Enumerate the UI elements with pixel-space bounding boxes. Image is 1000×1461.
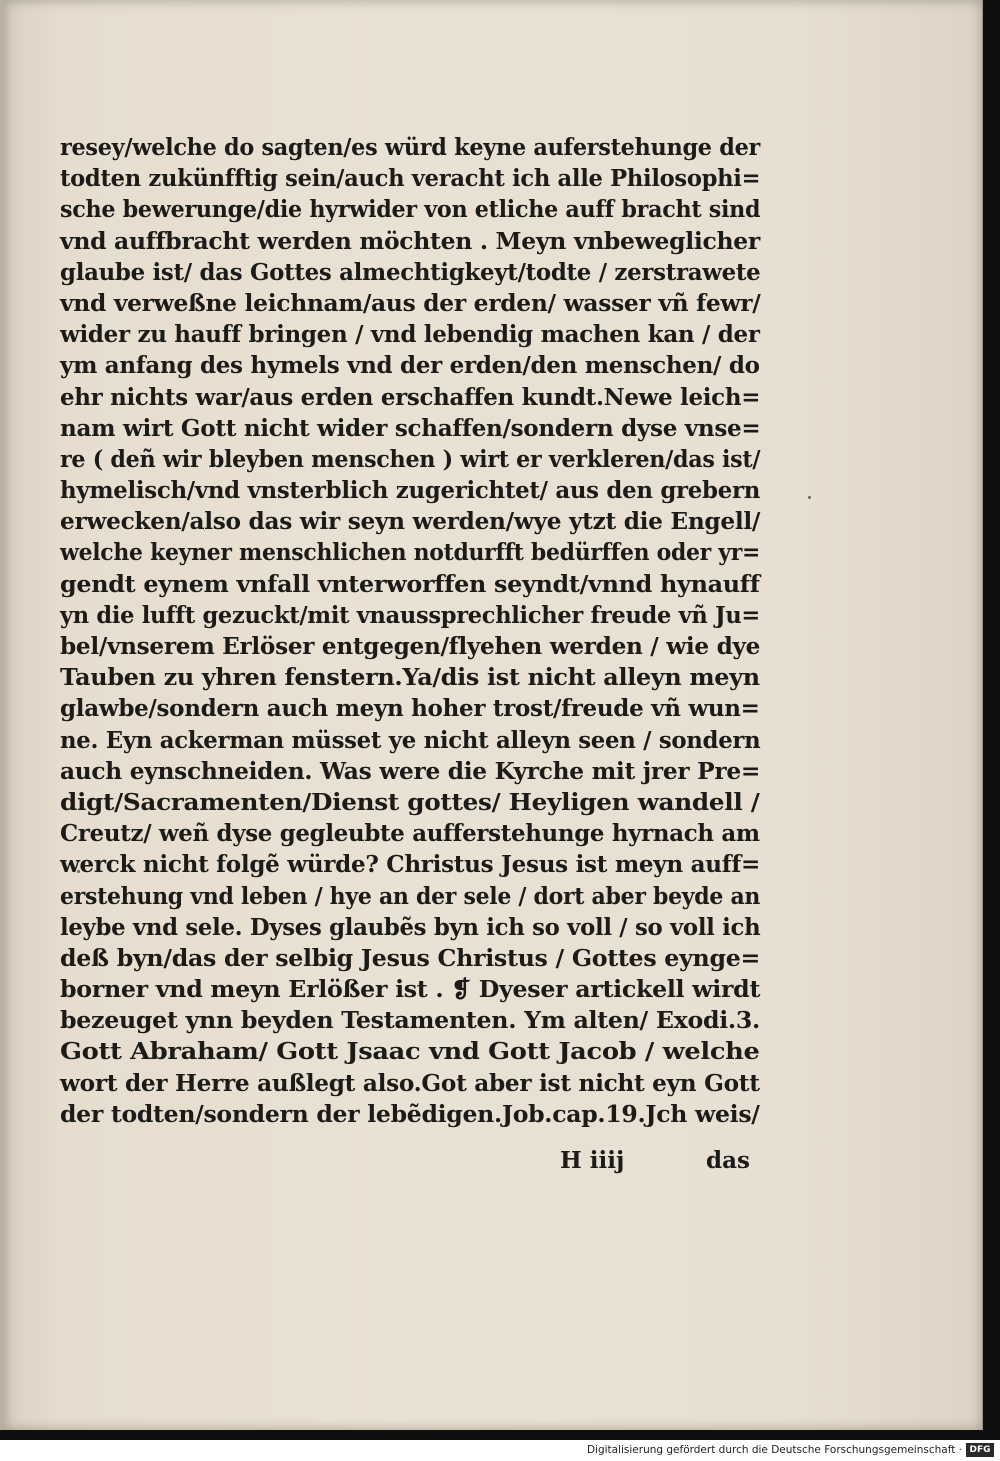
text-line: wort der Herre außlegt also.Got aber ist nicht eyn Gott [60,1069,760,1097]
text-line: ehr nichts war/aus erden erschaffen kundt.Newe leich= [60,383,761,411]
text-line: sche bewerunge/die hyrwider von etliche auff bracht sind [60,196,761,224]
text-line: der todten/sondern der lebẽdigen.Job.cap.19.Jch weis/ [60,1100,760,1128]
text-line: nam wirt Gott nicht wider schaffen/sondern dyse vnse= [60,414,761,442]
text-line: welche keyner menschlichen notdurfft bedürffen oder yr= [60,539,761,567]
signature-mark: H iiij [560,1147,625,1174]
text-line: leybe vnd sele. Dyses glaubẽs byn ich so voll / so voll ich [60,913,761,941]
text-line: ne. Eyn ackerman müsset ye nicht alleyn seen / sondern [60,726,761,754]
funding-notice: Digitalisierung gefördert durch die Deutsche Forschungsgemeinschaft · [586,1444,962,1456]
text-line: wider zu hauff bringen / vnd lebendig machen kan / der [60,321,760,349]
text-line: erwecken/also das wir seyn werden/wye ytzt die Engell/ [60,508,761,536]
text-line: borner vnd meyn Erlößer ist . ❡ Dyeser artickell wirdt [60,976,761,1004]
text-line: deß byn/das der selbig Jesus Christus / Gottes eynge= [60,944,761,972]
text-line: Tauben zu yhren fenstern.Ya/dis ist nicht alleyn meyn [60,664,760,692]
text-line: re ( deñ wir bleyben menschen ) wirt er verkleren/das ist/ [60,445,761,473]
footer [0,1440,1000,1461]
text-line: Gott Abraham/ Gott Jsaac vnd Gott Jacob / welche [60,1038,760,1066]
text-line: glaube ist/ das Gottes almechtigkeyt/todte / zerstrawete [60,258,761,286]
page-foot-line [560,1147,760,1179]
text-line: todten zukünfftig sein/auch veracht ich alle Philosophi= [60,165,761,193]
page-text [60,132,760,1130]
text-line: digt/Sacramenten/Dienst gottes/ Heyligen wandell / [60,788,760,816]
text-line: werck nicht folgẽ würde? Christus Jesus ist meyn auff= [60,851,760,879]
text-line: yn die lufft gezuckt/mit vnaussprechlicher freude vñ Ju= [60,601,760,629]
text-line: glawbe/sondern auch meyn hoher trost/freude vñ wun= [60,695,760,723]
text-line: gendt eynem vnfall vnterworffen seyndt/vnnd hynauff [60,570,760,598]
dfg-logo-icon: DFG [966,1443,994,1457]
text-line: auch eynschneiden. Was were die Kyrche mit jrer Pre= [60,757,761,785]
paper-speck [808,496,811,499]
text-line: hymelisch/vnd vnsterblich zugerichtet/ aus den grebern [60,477,761,505]
text-line: Creutz/ weñ dyse gegleubte aufferstehunge hyrnach am [60,820,760,848]
catchword: das [706,1147,750,1174]
text-line: erstehung vnd leben / hye an der sele / dort aber beyde an [60,882,761,910]
text-line: vnd auffbracht werden möchten . Meyn vnbeweglicher [60,227,760,255]
text-line: bezeuget ynn beyden Testamenten. Ym alten/ Exodi.3. [60,1007,761,1035]
text-line: bel/vnserem Erlöser entgegen/flyehen werden / wie dye [60,633,761,660]
text-line: ym anfang des hymels vnd der erden/den menschen/ do [60,352,760,380]
text-line: resey/welche do sagten/es würd keyne auferstehunge der [60,134,760,161]
text-line: vnd verweßne leichnam/aus der erden/ wasser vñ fewr/ [60,289,761,317]
